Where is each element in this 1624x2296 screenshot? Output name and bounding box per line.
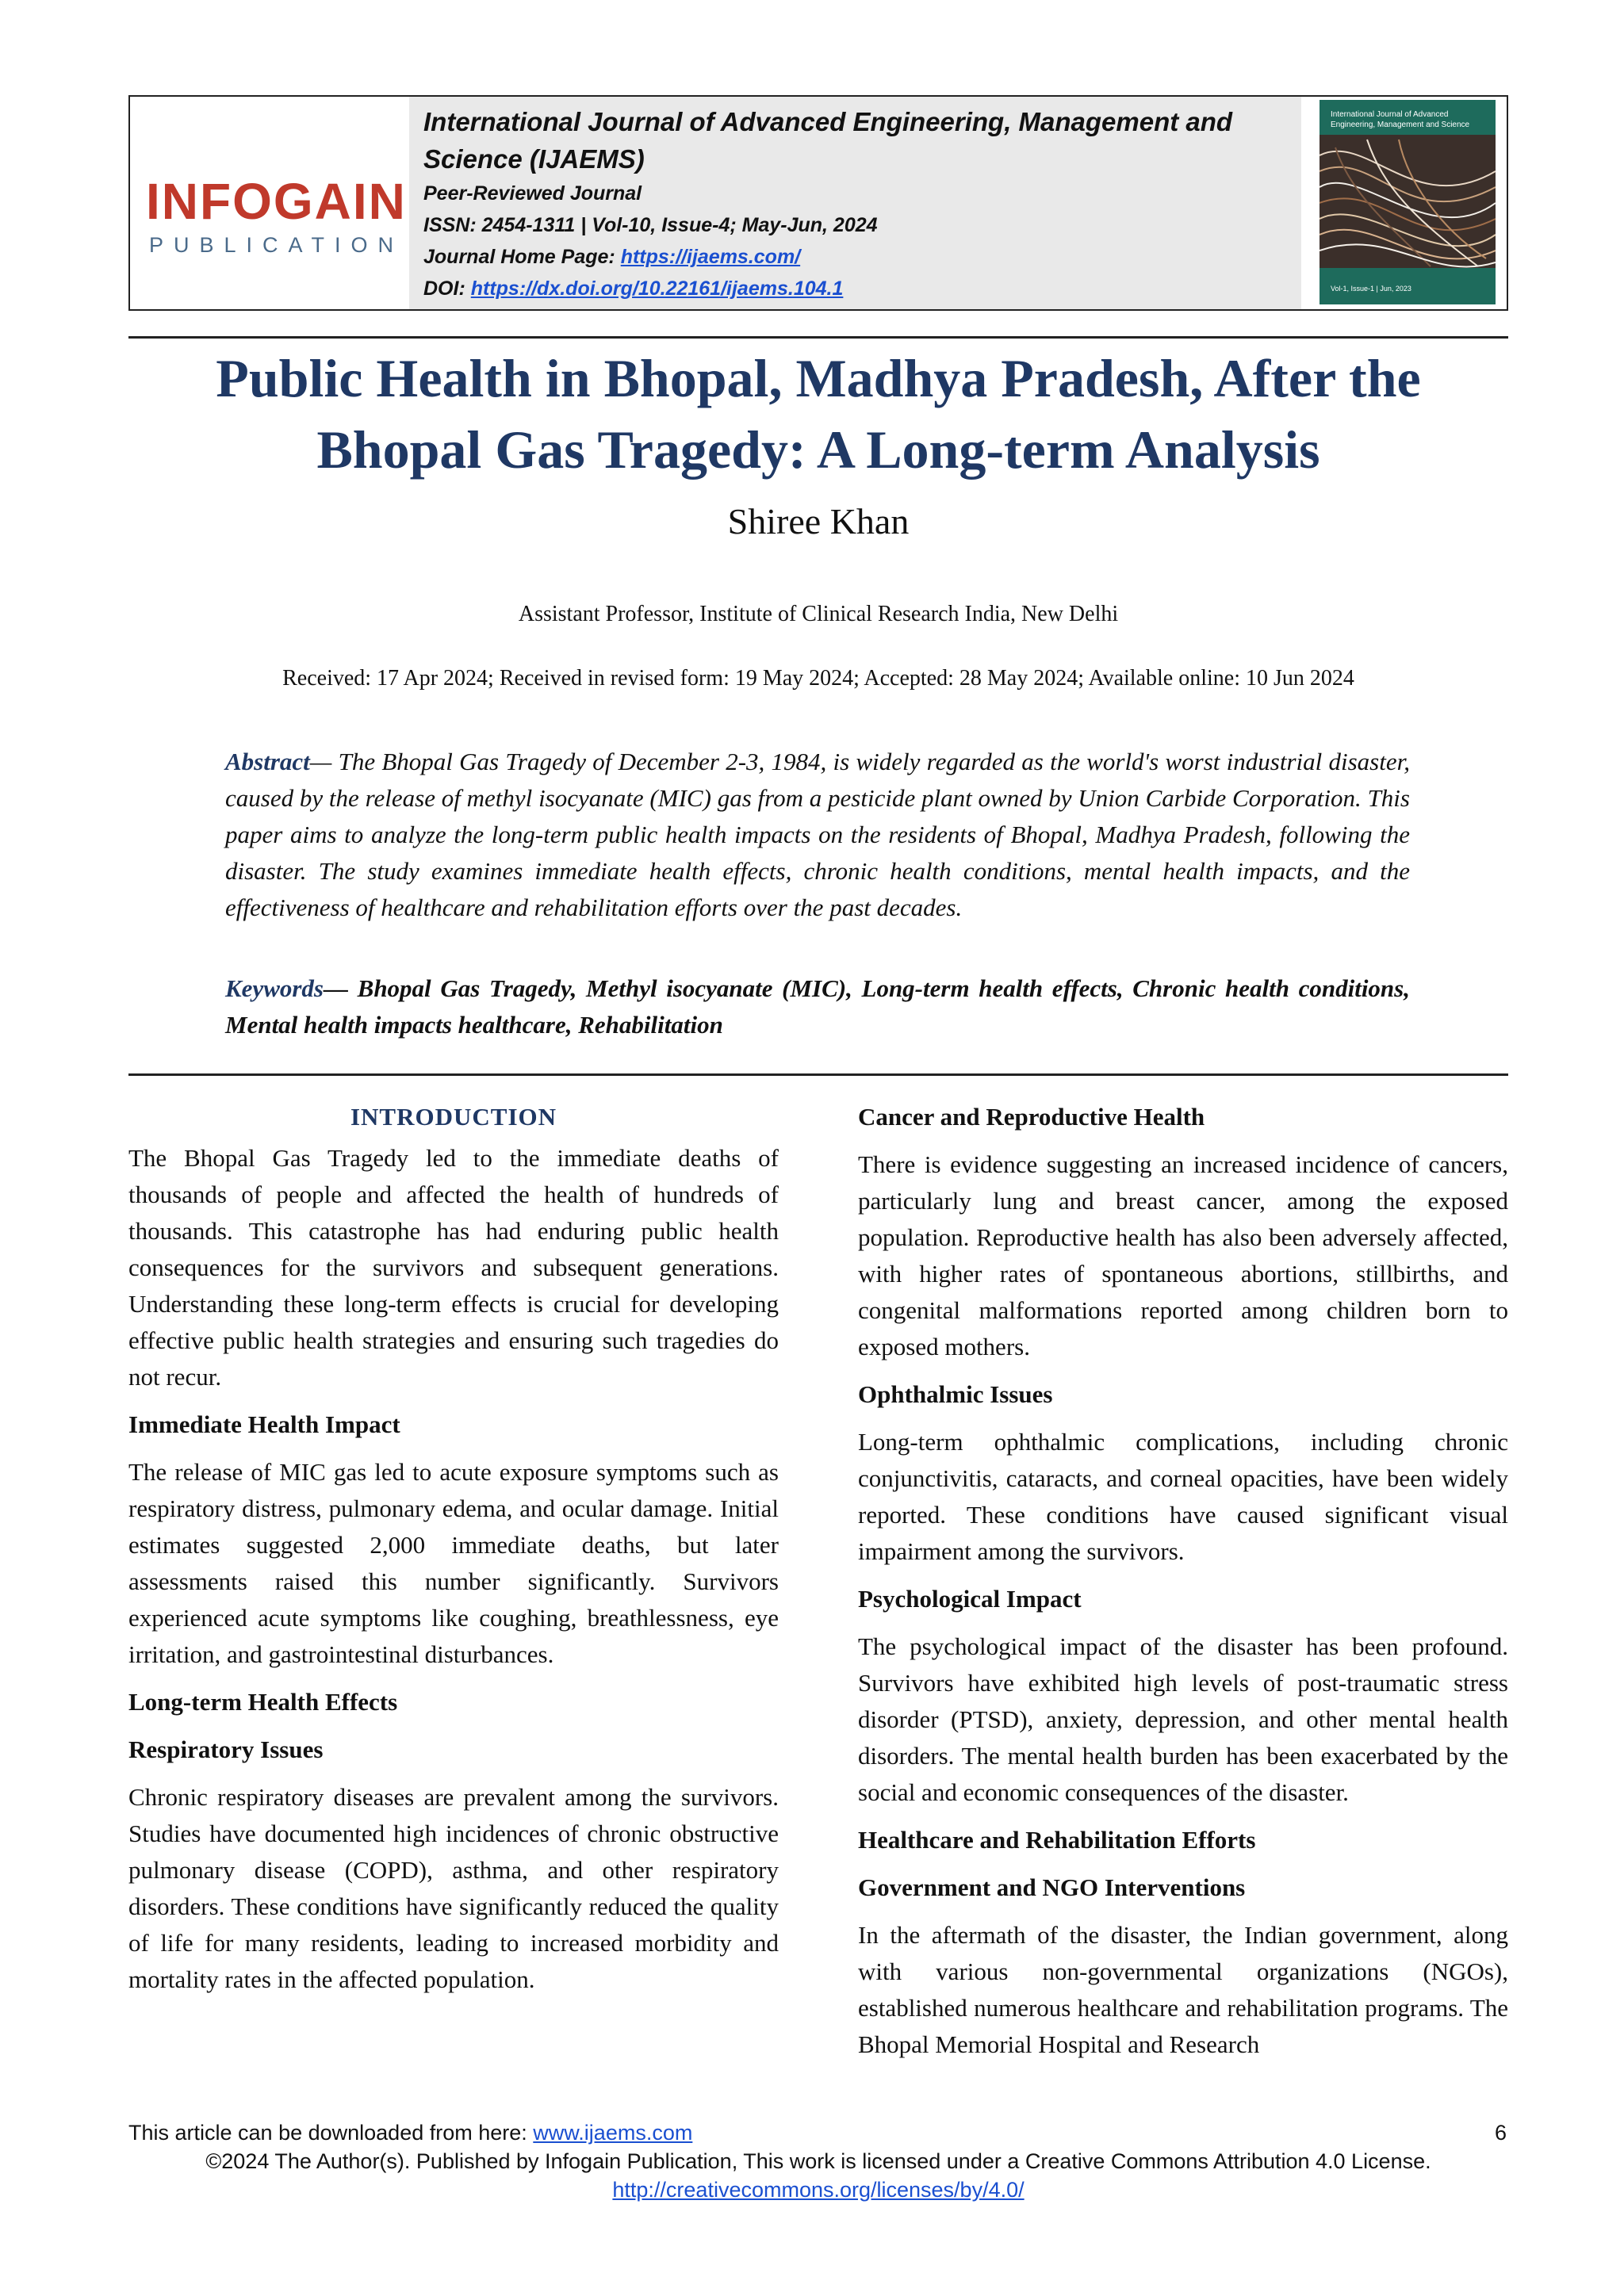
subsection-heading-respiratory: Respiratory Issues	[128, 1735, 324, 1763]
journal-header	[128, 95, 1508, 311]
keywords	[225, 970, 1410, 1043]
abstract-label: Abstract	[225, 748, 310, 775]
cover-title: International Journal of Advanced Engineering, Management and Science	[1331, 110, 1470, 129]
paragraph-cancer: There is evidence suggesting an increased incidence of cancers, particularly lung and breast cancer, among the exposed population. Reproductive health has also been adversely affected, with higher rates of spontaneous abortions, stillbirths, and congenital malformations reported among children born to exposed mothers.	[858, 1150, 1508, 1360]
logo-brand: INFOGAIN	[146, 173, 407, 230]
paragraph-ophthalmic: Long-term ophthalmic complications, including chronic conjunctivitis, cataracts, and corneal opacities, have been widely reported. These conditions have caused significant visual impairment among the survivors.	[858, 1428, 1508, 1565]
license-link[interactable]: http://creativecommons.org/licenses/by/4.0/	[612, 2178, 1025, 2202]
homepage-line	[423, 241, 1287, 273]
footer-license-url	[128, 2174, 1508, 2206]
paper-title: Public Health in Bhopal, Madhya Pradesh, After the Bhopal Gas Tragedy: A Long-term Analysis	[216, 348, 1421, 480]
paragraph-immediate-impact: The release of MIC gas led to acute exposure symptoms such as respiratory distress, pulmonary edema, and ocular damage. Initial estimates suggested 2,000 immediate deaths, but later assessments raised this number significantly. Survivors experienced acute symptoms like coughing, breathlessness, eye irritation, and gastrointestinal disturbances.	[128, 1458, 779, 1668]
abstract	[225, 744, 1410, 926]
peer-reviewed-label: Peer-Reviewed Journal	[423, 182, 642, 205]
paragraph-introduction: The Bhopal Gas Tragedy led to the immediate deaths of thousands of people and affected the health of hundreds of thousands. This catastrophe has had enduring public health consequences for the survivors and subsequent generations. Understanding these long-term effects is crucial for developing effective public health strategies and ensuring such tragedies do not recur.	[128, 1144, 779, 1391]
journal-title: International Journal of Advanced Engineering, Management and Science (IJAEMS)	[423, 107, 1233, 174]
subsection-heading-cancer: Cancer and Reproductive Health	[858, 1103, 1205, 1131]
footer-license: ©2024 The Author(s). Published by Infogain Publication, This work is licensed under a Creative Commons Attribution 4.0 License.	[205, 2149, 1431, 2173]
footer-download	[128, 2117, 692, 2149]
footer-download-label: This article can be downloaded from here:	[128, 2121, 527, 2145]
author-affiliation: Assistant Professor, Institute of Clinical Research India, New Delhi	[518, 602, 1119, 626]
abstract-text: — The Bhopal Gas Tragedy of December 2-3, 1984, is widely regarded as the world's worst industrial disaster, caused by the release of methyl isocyanate (MIC) gas from a pesticide plant owned by Union Carbide Corporation. This paper aims to analyze the long-term public health impacts on the residents of Bhopal, Madhya Pradesh, following the disaster. The study examines immediate health effects, chronic health conditions, mental health impacts, and the effectiveness of healthcare and rehabilitation efforts over the past decades.	[225, 748, 1410, 921]
subsection-heading-psychological: Psychological Impact	[858, 1585, 1082, 1613]
page-number: 6	[1494, 2121, 1507, 2145]
journal-info	[409, 97, 1301, 309]
section-heading-healthcare: Healthcare and Rehabilitation Efforts	[858, 1826, 1256, 1854]
paragraph-psychological: The psychological impact of the disaster has been profound. Survivors have exhibited high levels of post-traumatic stress disorder (PTSD), anxiety, depression, and other mental health disorders. The mental health burden has been exacerbated by the social and economic consequences of the disaster.	[858, 1632, 1508, 1806]
doi-line	[423, 273, 1287, 304]
header-divider	[128, 336, 1508, 339]
doi-link[interactable]: https://dx.doi.org/10.22161/ijaems.104.1	[470, 277, 844, 300]
subsection-heading-government-ngo: Government and NGO Interventions	[858, 1873, 1246, 1901]
author-name: Shiree Khan	[727, 501, 910, 541]
section-heading-long-term-effects: Long-term Health Effects	[128, 1688, 398, 1716]
logo-tagline: PUBLICATION	[149, 233, 404, 257]
doi-label: DOI:	[423, 277, 465, 300]
right-column	[858, 1099, 1508, 2074]
keywords-label: Keywords	[225, 974, 324, 1002]
section-heading-immediate-impact: Immediate Health Impact	[128, 1410, 400, 1438]
submission-dates: Received: 17 Apr 2024; Received in revised form: 19 May 2024; Accepted: 28 May 2024; Available online: 10 Jun 2024	[282, 666, 1354, 691]
abstract-divider	[128, 1073, 1508, 1076]
footer-download-link[interactable]: www.ijaems.com	[533, 2121, 693, 2145]
keywords-text: — Bhopal Gas Tragedy, Methyl isocyanate (MIC), Long-term health effects, Chronic health conditions, Mental health impacts healthcare, Rehabilitation	[225, 974, 1410, 1039]
section-heading-introduction: INTRODUCTION	[350, 1103, 557, 1131]
homepage-link[interactable]: https://ijaems.com/	[620, 246, 801, 268]
paragraph-government-ngo: In the aftermath of the disaster, the Indian government, along with various non-governmental organizations (NGOs), established numerous healthcare and rehabilitation programs. The Bhopal Memorial Hospital and Research	[858, 1921, 1508, 2058]
paragraph-respiratory: Chronic respiratory diseases are prevalent among the survivors. Studies have documented high incidences of chronic obstructive pulmonary disease (COPD), asthma, and other respiratory disorders. These conditions have significantly reduced the quality of life for many residents, leading to increased morbidity and mortality rates in the affected population.	[128, 1783, 779, 1993]
left-column	[128, 1099, 779, 2009]
subsection-heading-ophthalmic: Ophthalmic Issues	[858, 1380, 1053, 1408]
cover-issue: Vol-1, Issue-1 | Jun, 2023	[1331, 285, 1411, 293]
homepage-label: Journal Home Page:	[423, 246, 615, 268]
journal-cover-image	[1320, 100, 1496, 304]
issn-line: ISSN: 2454-1311 | Vol-10, Issue-4; May-Jun, 2024	[423, 214, 878, 236]
